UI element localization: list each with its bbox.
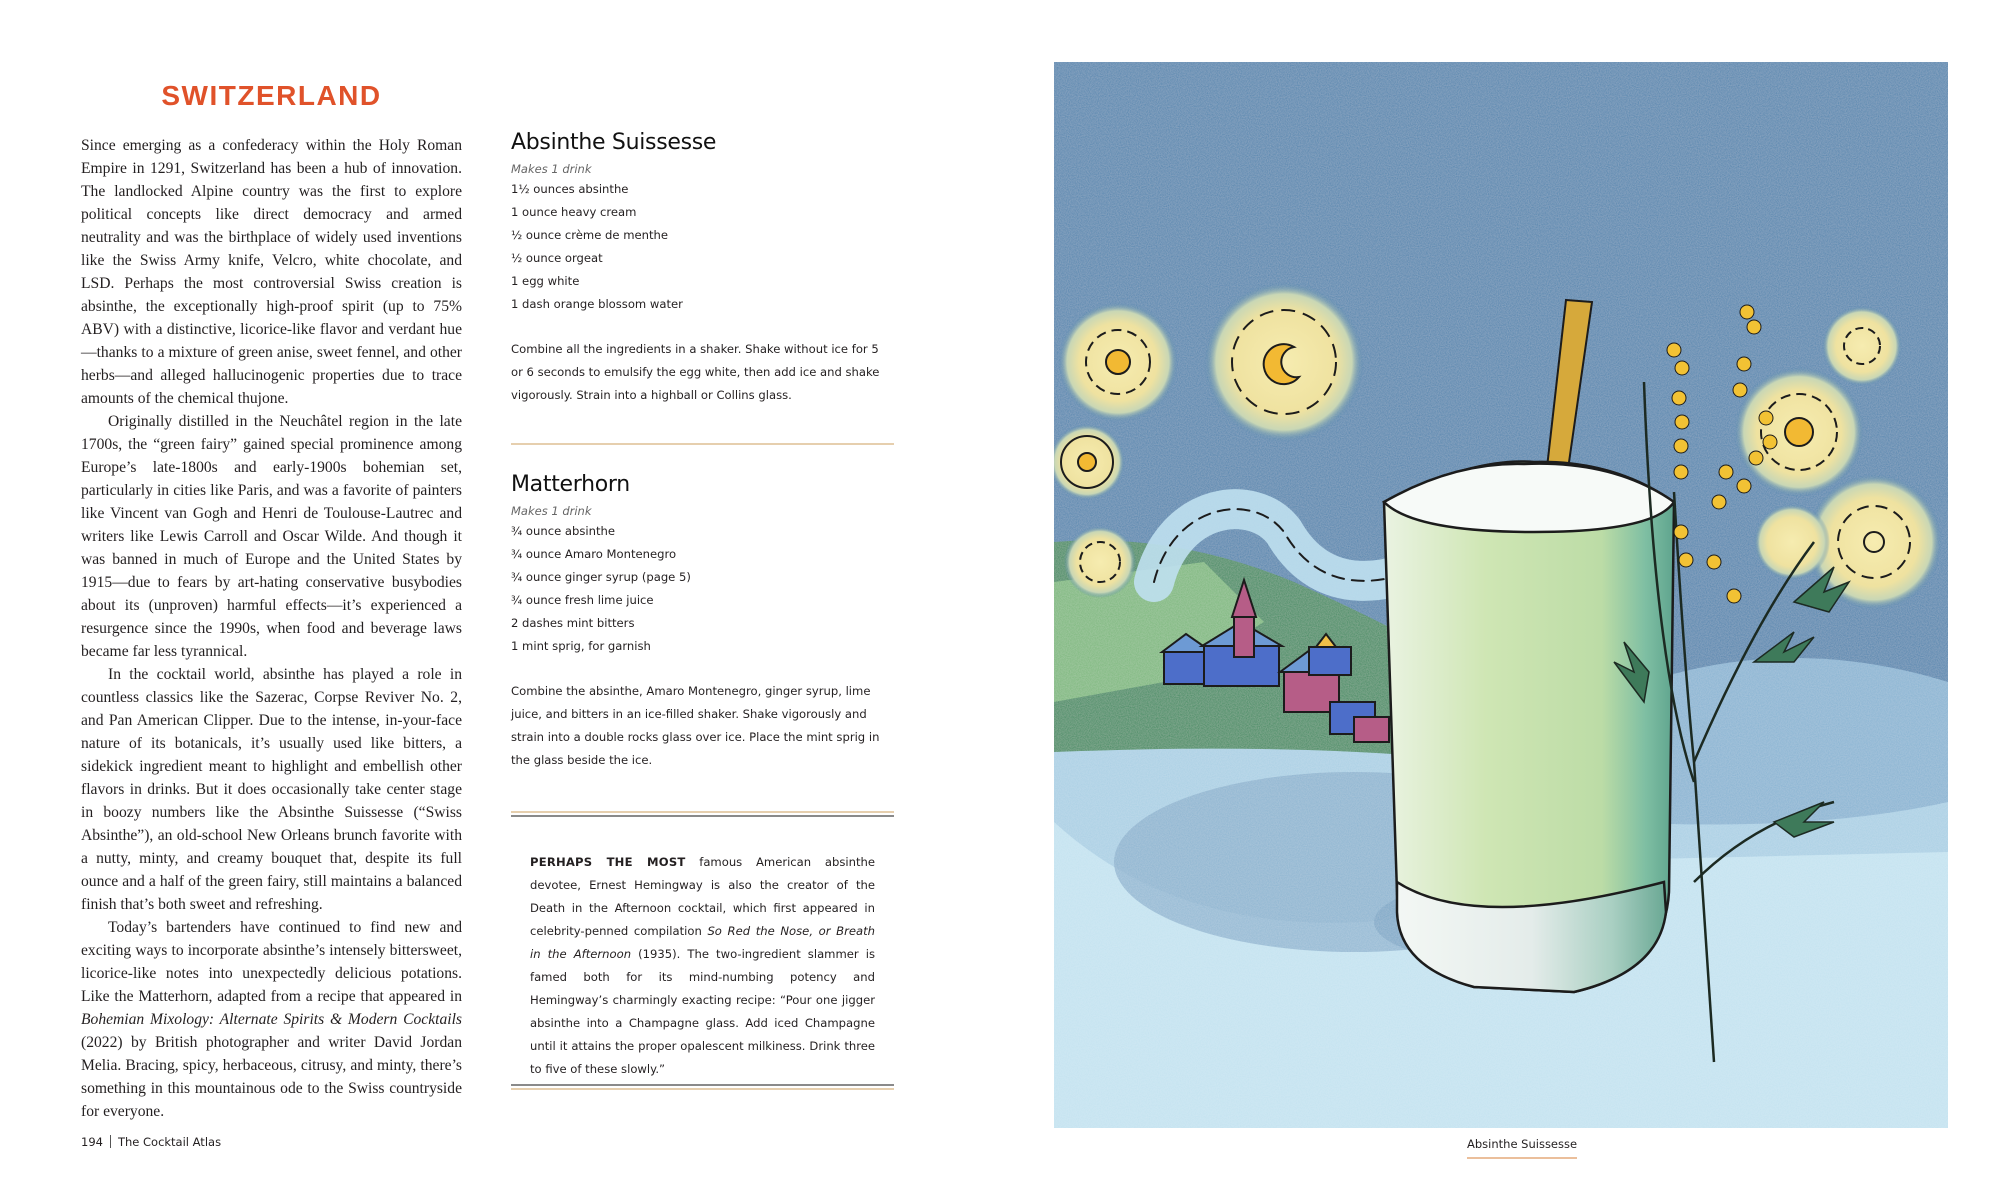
sidebar-body-end: (1935). The two-ingredient slammer is famed both for its mind-numbing potency and Hemingway’s charmingly exacting recipe: “Pour one jigger absinthe into a Champagne glass. Add iced Champagne until it attains the proper opalescent milkiness. Drink three to five of these slowly.” — [530, 947, 875, 1076]
ingredient: ¾ ounce ginger syrup (page 5) — [511, 570, 691, 584]
ingredient: 1 dash orange blossom water — [511, 297, 683, 311]
essay-p4-text-end: (2022) by British photographer and writer David Jordan Melia. Bracing, spicy, herbaceous, citrusy, and minty, there’s something in this mountainous ode to the Swiss countryside for everyone. — [81, 1034, 462, 1120]
book-title-bohemian-mixology: Bohemian Mixology: Alternate Spirits & Modern Cocktails — [81, 1011, 462, 1028]
sidebar-bottom-rule — [511, 1084, 894, 1091]
highball-glass — [1384, 462, 1674, 993]
ingredient: 1 egg white — [511, 274, 580, 288]
ingredient: ½ ounce crème de menthe — [511, 228, 669, 242]
sidebar-body: famous American absinthe devotee, Ernest Hemingway is also the creator of the Death in the Afternoon cocktail, which first appeared in celebrity-penned compilation — [530, 855, 875, 938]
book-title-so-red-the-nose: So Red the Nose, or Breath in the Afternoon — [530, 924, 875, 961]
ingredient: ½ ounce orgeat — [511, 251, 603, 265]
recipe-absinthe-suissesse — [511, 128, 894, 407]
essay-paragraph-1: Since emerging as a confederacy within the Holy Roman Empire in 1291, Switzerland has been a hub of innovation. The landlocked Alpine country was the first to explore political concepts like direct democracy and armed neutrality and was the birthplace of widely used inventions like the Swiss Army knife, Velcro, white chocolate, and LSD. Perhaps the most controversial Swiss creation is absinthe, the exceptionally high-proof spirit (up to 75% ABV) with a distinctive, licorice-like flavor and verdant hue—thanks to a mixture of green anise, sweet fennel, and other herbs—and alleged hallucinogenic properties due to trace amounts of the chemical thujone. — [81, 137, 462, 407]
ingredient-list — [511, 178, 894, 316]
essay-p4-text: Today’s bartenders have continued to find new and exciting ways to incorporate absinthe’s intensely bittersweet, licorice-like notes into unexpectedly delicious potations. Like the Matterhorn, adapted from a recipe that appeared in — [81, 919, 462, 1005]
ingredient: 1½ ounces absinthe — [511, 182, 629, 196]
essay-paragraph-3: In the cocktail world, absinthe has played a role in countless classics like the Sazerac, Corpse Reviver No. 2, and Pan American Clipper. Due to the intense, in-your-face nature of its botanicals, it’s usually used like bitters, a sidekick ingredient meant to highlight and embellish other flavors in drinks. But it does occasionally take center stage in boozy numbers like the Absinthe Suissesse (“Swiss Absinthe”), an old-school New Orleans brunch favorite with a nutty, minty, and creamy bouquet that, despite its full ounce and a half of the green fairy, still maintains a balanced finish that’s both sweet and refreshing. — [81, 666, 462, 913]
recipe-divider — [511, 443, 894, 445]
footer-separator — [110, 1135, 111, 1148]
recipe-yield: Makes 1 drink — [511, 162, 592, 176]
ingredient: ¾ ounce fresh lime juice — [511, 593, 654, 607]
hemingway-sidebar — [511, 811, 894, 1091]
ingredient: ¾ ounce absinthe — [511, 524, 616, 538]
page-footer — [81, 1135, 221, 1149]
essay-paragraph-2: Originally distilled in the Neuchâtel region in the late 1700s, the “green fairy” gained special prominence among Europe’s late-1800s and early-1900s bohemian set, particularly in cities like Paris, and was a favorite of painters like Vincent van Gogh and Henri de Toulouse-Lautrec and writers like Lewis Carroll and Oscar Wilde. And though it was banned in much of Europe and the United States by 1915—due to fears by art-hating conservative busybodies about its (unproven) harmful effects—it’s experienced a resurgence since the 1990s, when food and beverage laws became far less tyrannical. — [81, 413, 462, 660]
recipe-method: Combine the absinthe, Amaro Montenegro, ginger syrup, lime juice, and bitters in an ice-filled shaker. Shake vigorously and strain into a double rocks glass over ice. Place the mint sprig in the glass beside the ice. — [511, 684, 880, 767]
sidebar-lead-in: PERHAPS THE MOST — [530, 855, 686, 869]
essay-paragraph-4 — [81, 916, 462, 1123]
illustration-artwork — [1054, 62, 1948, 1128]
ingredient-list — [511, 520, 894, 658]
recipe-title: Matterhorn — [511, 472, 630, 497]
ingredient: 1 mint sprig, for garnish — [511, 639, 651, 653]
sidebar-text — [530, 851, 875, 1081]
essay-body — [81, 134, 462, 1123]
section-title: SWITZERLAND — [161, 80, 382, 111]
sidebar-top-rule — [511, 811, 894, 818]
recipe-title: Absinthe Suissesse — [511, 130, 717, 155]
ingredient: 1 ounce heavy cream — [511, 205, 637, 219]
ingredient: ¾ ounce Amaro Montenegro — [511, 547, 677, 561]
illustration-caption: Absinthe Suissesse — [1467, 1137, 1577, 1159]
page-number: 194 — [81, 1135, 103, 1149]
running-title: The Cocktail Atlas — [117, 1135, 222, 1149]
recipe-method: Combine all the ingredients in a shaker. Shake without ice for 5 or 6 seconds to emulsify the egg white, then add ice and shake vigorously. Strain into a highball or Collins glass. — [511, 342, 880, 402]
recipe-yield: Makes 1 drink — [511, 504, 592, 518]
cocktail-illustration — [1054, 62, 1948, 1128]
right-page — [1000, 0, 2000, 1192]
recipe-matterhorn — [511, 470, 894, 772]
ingredient: 2 dashes mint bitters — [511, 616, 635, 630]
